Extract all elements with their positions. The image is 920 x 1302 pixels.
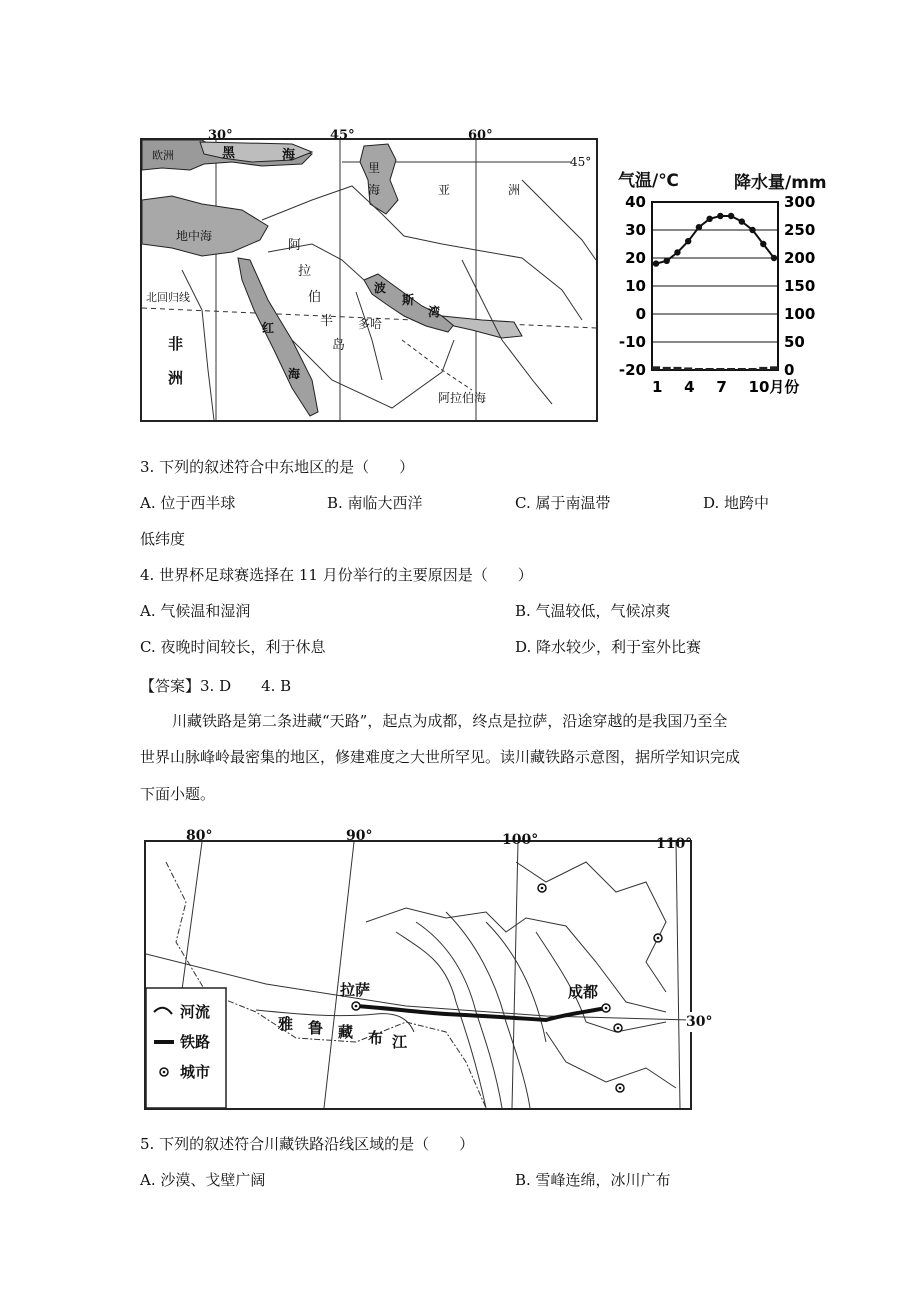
- precip-bar: [695, 368, 703, 370]
- temp-tick-label: -20: [618, 361, 646, 379]
- lon-label-60: 60°: [468, 128, 493, 143]
- temp-axis-label: 气温/℃: [618, 171, 679, 191]
- label-arabia-3: 伯: [308, 290, 322, 305]
- label-red-sea-1: 红: [262, 321, 275, 335]
- precip-bar: [706, 368, 714, 370]
- q3-stem: 3. 下列的叙述符合中东地区的是（ ）: [140, 458, 415, 476]
- temperature-point: [771, 255, 777, 261]
- passage-line-1: 川藏铁路是第二条进藏“天路”，起点为成都，终点是拉萨，沿途穿越的是我国乃至全: [172, 712, 728, 730]
- q5-option-a[interactable]: A. 沙漠、戈壁广阔: [140, 1171, 266, 1189]
- precip-tick-label: 150: [784, 277, 816, 295]
- precip-bar: [749, 368, 757, 370]
- temperature-point: [728, 213, 734, 219]
- sichuan-tibet-railway-map: [144, 828, 713, 1110]
- q4-option-b[interactable]: B. 气温较低，气候凉爽: [515, 602, 671, 620]
- label-yarlung-1: 雅: [278, 1015, 294, 1033]
- lon-label-100: 100°: [502, 832, 539, 848]
- middle-east-map: [140, 128, 598, 422]
- label-yarlung-2: 鲁: [308, 1019, 324, 1037]
- label-arabia-1: 阿: [288, 238, 302, 253]
- temperature-point: [685, 238, 691, 244]
- precip-tick-label: 300: [784, 194, 816, 211]
- q3-option-a[interactable]: A. 位于西半球: [140, 494, 236, 512]
- q3-option-d-continued: 低纬度: [140, 530, 186, 548]
- precip-bar: [770, 366, 778, 370]
- temperature-point: [674, 249, 680, 255]
- precip-tick-label: 200: [784, 249, 816, 267]
- q4-option-c[interactable]: C. 夜晚时间较长，利于休息: [140, 638, 326, 656]
- label-yarlung-3: 藏: [338, 1023, 354, 1041]
- label-africa-1: 非: [168, 335, 184, 353]
- temperature-point: [706, 216, 712, 222]
- temp-tick-label: 10: [625, 277, 646, 295]
- climate-plot: [606, 194, 846, 400]
- label-europe: 欧洲: [152, 149, 174, 162]
- precip-bar: [663, 367, 671, 370]
- month-tick-label: 10月份: [748, 378, 800, 396]
- precip-bar: [716, 368, 724, 370]
- passage-line-2: 世界山脉峰岭最密集的地区，修建难度之大世所罕见。读川藏铁路示意图，据所学知识完成: [140, 748, 741, 766]
- q5-stem: 5. 下列的叙述符合川藏铁路沿线区域的是（ ）: [140, 1135, 475, 1153]
- climate-chart: [606, 164, 846, 400]
- precip-tick-label: 250: [784, 221, 816, 239]
- q4-stem: 4. 世界杯足球赛选择在 11 月份举行的主要原因是（ ）: [140, 566, 533, 584]
- q3-option-c[interactable]: C. 属于南温带: [515, 494, 611, 512]
- temperature-point: [749, 227, 755, 233]
- label-gulf-1: 波: [374, 281, 387, 295]
- lon-label-110: 110°: [656, 836, 693, 852]
- precip-bar: [727, 368, 735, 370]
- label-doha: 多哈: [358, 317, 383, 331]
- temperature-line: [656, 216, 774, 264]
- temperature-point: [664, 258, 670, 264]
- temp-tick-label: 0: [635, 305, 646, 323]
- temp-tick-label: 30: [625, 221, 646, 239]
- label-black-sea-2: 海: [282, 148, 296, 163]
- label-black-sea-1: 黑: [222, 146, 236, 161]
- label-lhasa: 拉萨: [340, 981, 371, 999]
- precip-bar: [738, 368, 746, 370]
- label-caspian-2: 海: [368, 183, 381, 197]
- label-arabian-sea: 阿拉伯海: [438, 391, 487, 405]
- temperature-point: [760, 241, 766, 247]
- label-gulf-2: 斯: [402, 293, 415, 307]
- label-yarlung-4: 布: [368, 1029, 384, 1047]
- q4-option-a[interactable]: A. 气候温和湿润: [140, 602, 251, 620]
- label-africa-2: 洲: [168, 369, 184, 387]
- precip-tick-label: 0: [784, 361, 795, 379]
- label-arabia-2: 拉: [298, 264, 312, 279]
- precip-axis-label: 降水量/mm: [734, 173, 827, 193]
- lon-label-80: 80°: [186, 828, 213, 844]
- label-arabia-5: 岛: [332, 338, 346, 353]
- temp-tick-label: 40: [625, 194, 646, 211]
- precip-bar: [759, 367, 767, 370]
- label-asia-2: 洲: [508, 183, 521, 197]
- month-tick-label: 7: [716, 378, 727, 396]
- lon-label-90: 90°: [346, 828, 373, 844]
- month-tick-label: 4: [684, 378, 695, 396]
- answer-line: 【答案】3. D 4. B: [140, 677, 292, 695]
- precip-bar: [673, 367, 681, 370]
- temperature-point: [717, 213, 723, 219]
- temp-tick-label: 20: [625, 249, 646, 267]
- label-chengdu: 成都: [568, 983, 599, 1001]
- label-yarlung-5: 江: [392, 1033, 408, 1051]
- precip-bar: [652, 366, 660, 370]
- railway-map-drawing: [146, 842, 690, 1108]
- legend-river: 河流: [180, 1003, 211, 1021]
- lon-label-30: 30°: [208, 128, 233, 143]
- q5-option-b[interactable]: B. 雪峰连绵，冰川广布: [515, 1171, 671, 1189]
- temp-tick-label: -10: [618, 333, 646, 351]
- label-red-sea-2: 海: [288, 367, 301, 381]
- temperature-point: [739, 218, 745, 224]
- tropic-label: 北回归线: [146, 291, 190, 304]
- q3-option-b[interactable]: B. 南临大西洋: [327, 494, 423, 512]
- temperature-point: [653, 260, 659, 266]
- label-mediterranean: 地中海: [176, 229, 213, 243]
- label-caspian-1: 里: [368, 161, 381, 175]
- precip-bar: [684, 367, 692, 370]
- lat-label-30: 30°: [686, 1014, 713, 1030]
- passage-line-3: 下面小题。: [140, 785, 216, 803]
- label-asia-1: 亚: [438, 183, 451, 197]
- temperature-point: [696, 224, 702, 230]
- lat-label-45: 45°: [570, 155, 592, 169]
- q3-option-d[interactable]: D. 地跨中: [703, 494, 770, 512]
- lon-label-45: 45°: [330, 128, 355, 143]
- label-arabia-4: 半: [320, 314, 334, 329]
- month-tick-label: 1: [652, 378, 663, 396]
- precip-tick-label: 100: [784, 305, 816, 323]
- precip-tick-label: 50: [784, 333, 805, 351]
- legend-city: 城市: [180, 1063, 211, 1081]
- q4-option-d[interactable]: D. 降水较少，利于室外比赛: [515, 638, 702, 656]
- legend-railway: 铁路: [180, 1033, 211, 1051]
- label-gulf-3: 湾: [428, 305, 441, 319]
